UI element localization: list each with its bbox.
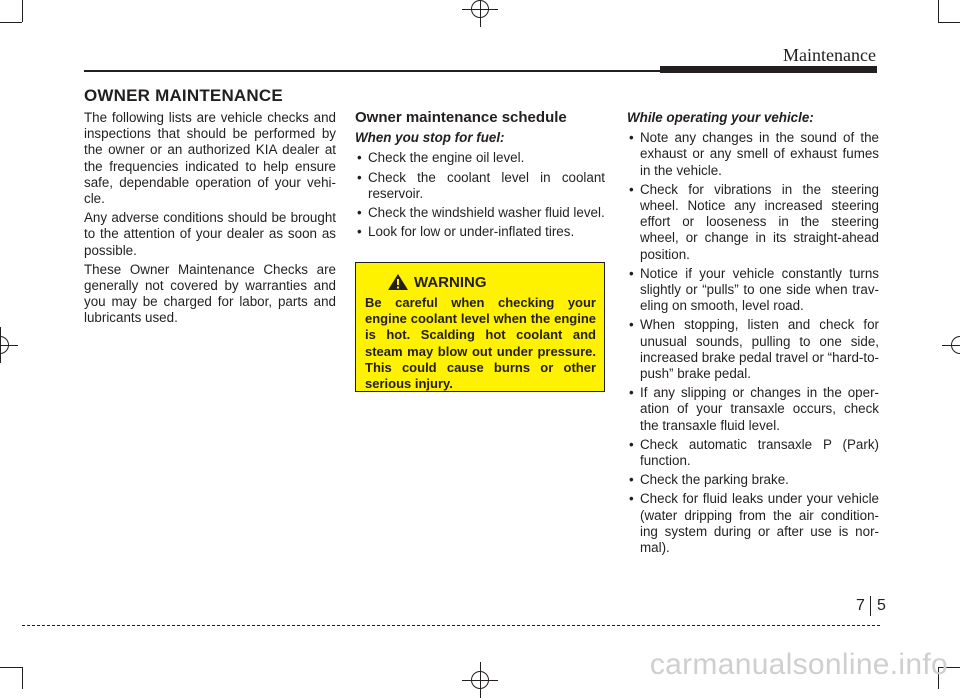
section-title: OWNER MAINTENANCE xyxy=(84,86,283,105)
page-number: 5 xyxy=(877,597,886,614)
operating-heading: While operating your vehicle: xyxy=(627,110,814,125)
list-item: • Note any changes in the sound of the exhaust or any smell of exhaust fumes in the vehicle. xyxy=(627,130,879,179)
list-item: • Check the windshield washer fluid level. xyxy=(355,205,605,221)
chapter-number: 7 xyxy=(856,597,865,614)
warning-title: WARNING xyxy=(414,273,487,291)
list-item: • Check the parking brake. xyxy=(627,472,879,488)
registration-mark xyxy=(0,336,9,354)
header-bar xyxy=(660,66,877,73)
intro-paragraph-1: The following lists are vehicle checks and inspections that should be performed by the owner or an authorized KIA dealer at the frequencies indicated to help ensure safe, dependable operation of your vehi-cle. xyxy=(84,110,336,207)
list-item: • Notice if your vehicle constantly turns slightly or “pulls” to one side when trav-eling on smooth, level road. xyxy=(627,266,879,315)
crop-mark xyxy=(938,0,939,22)
registration-mark xyxy=(471,0,489,18)
crop-mark xyxy=(0,667,22,668)
warning-triangle-icon xyxy=(387,273,409,291)
list-item: • Look for low or under-inflated tires. xyxy=(355,224,605,240)
warning-box xyxy=(355,262,605,392)
intro-paragraph-2: Any adverse conditions should be brought to the attention of your dealer as soon as possible. xyxy=(84,210,336,258)
operating-column xyxy=(627,110,879,559)
warning-text: Be careful when checking your engine coolant level when the engine is hot. Scalding hot coolant and steam may blow out under pressure. This could cause burns or other serious injury. xyxy=(365,295,596,392)
list-item: • If any slipping or changes in the oper-ation of your transaxle occurs, check the transaxle fluid level. xyxy=(627,385,879,434)
schedule-column xyxy=(355,110,605,243)
crop-mark xyxy=(22,0,23,22)
list-item: • Check automatic transaxle P (Park) function. xyxy=(627,437,879,469)
registration-mark xyxy=(951,336,960,354)
watermark: carmanualsonline.info xyxy=(649,648,948,681)
crop-mark xyxy=(0,22,22,23)
header-rule xyxy=(84,70,660,72)
intro-paragraph-3: These Owner Maintenance Checks are generally not covered by warranties and you may be charged for labor, parts and lubricants used. xyxy=(84,261,336,326)
list-item: • Check the engine oil level. xyxy=(355,150,605,166)
operating-checklist xyxy=(627,130,879,556)
list-item: • Check for vibrations in the steering wheel. Notice any increased steering effort or looseness in the steering wheel, or change in its straight-ahead position. xyxy=(627,182,879,263)
schedule-title: Owner maintenance schedule xyxy=(355,109,567,126)
registration-mark xyxy=(471,671,489,689)
fuel-heading: When you stop for fuel: xyxy=(355,130,505,146)
warning-header xyxy=(365,273,596,291)
list-item: • Check for fluid leaks under your vehicle (water dripping from the air condition-ing system during or after use is nor-mal). xyxy=(627,491,879,556)
crop-mark xyxy=(22,667,23,689)
intro-column xyxy=(84,110,336,330)
crop-mark xyxy=(938,22,960,23)
list-item: • When stopping, listen and check for unusual sounds, pulling to one side, increased brake pedal travel or “hard-to-push” brake pedal. xyxy=(627,317,879,382)
footer-rule xyxy=(22,625,880,626)
page-number-separator xyxy=(870,596,871,616)
header-section-title: Maintenance xyxy=(783,45,876,65)
list-item: • Check the coolant level in coolant reservoir. xyxy=(355,170,605,202)
fuel-checklist xyxy=(355,150,605,240)
